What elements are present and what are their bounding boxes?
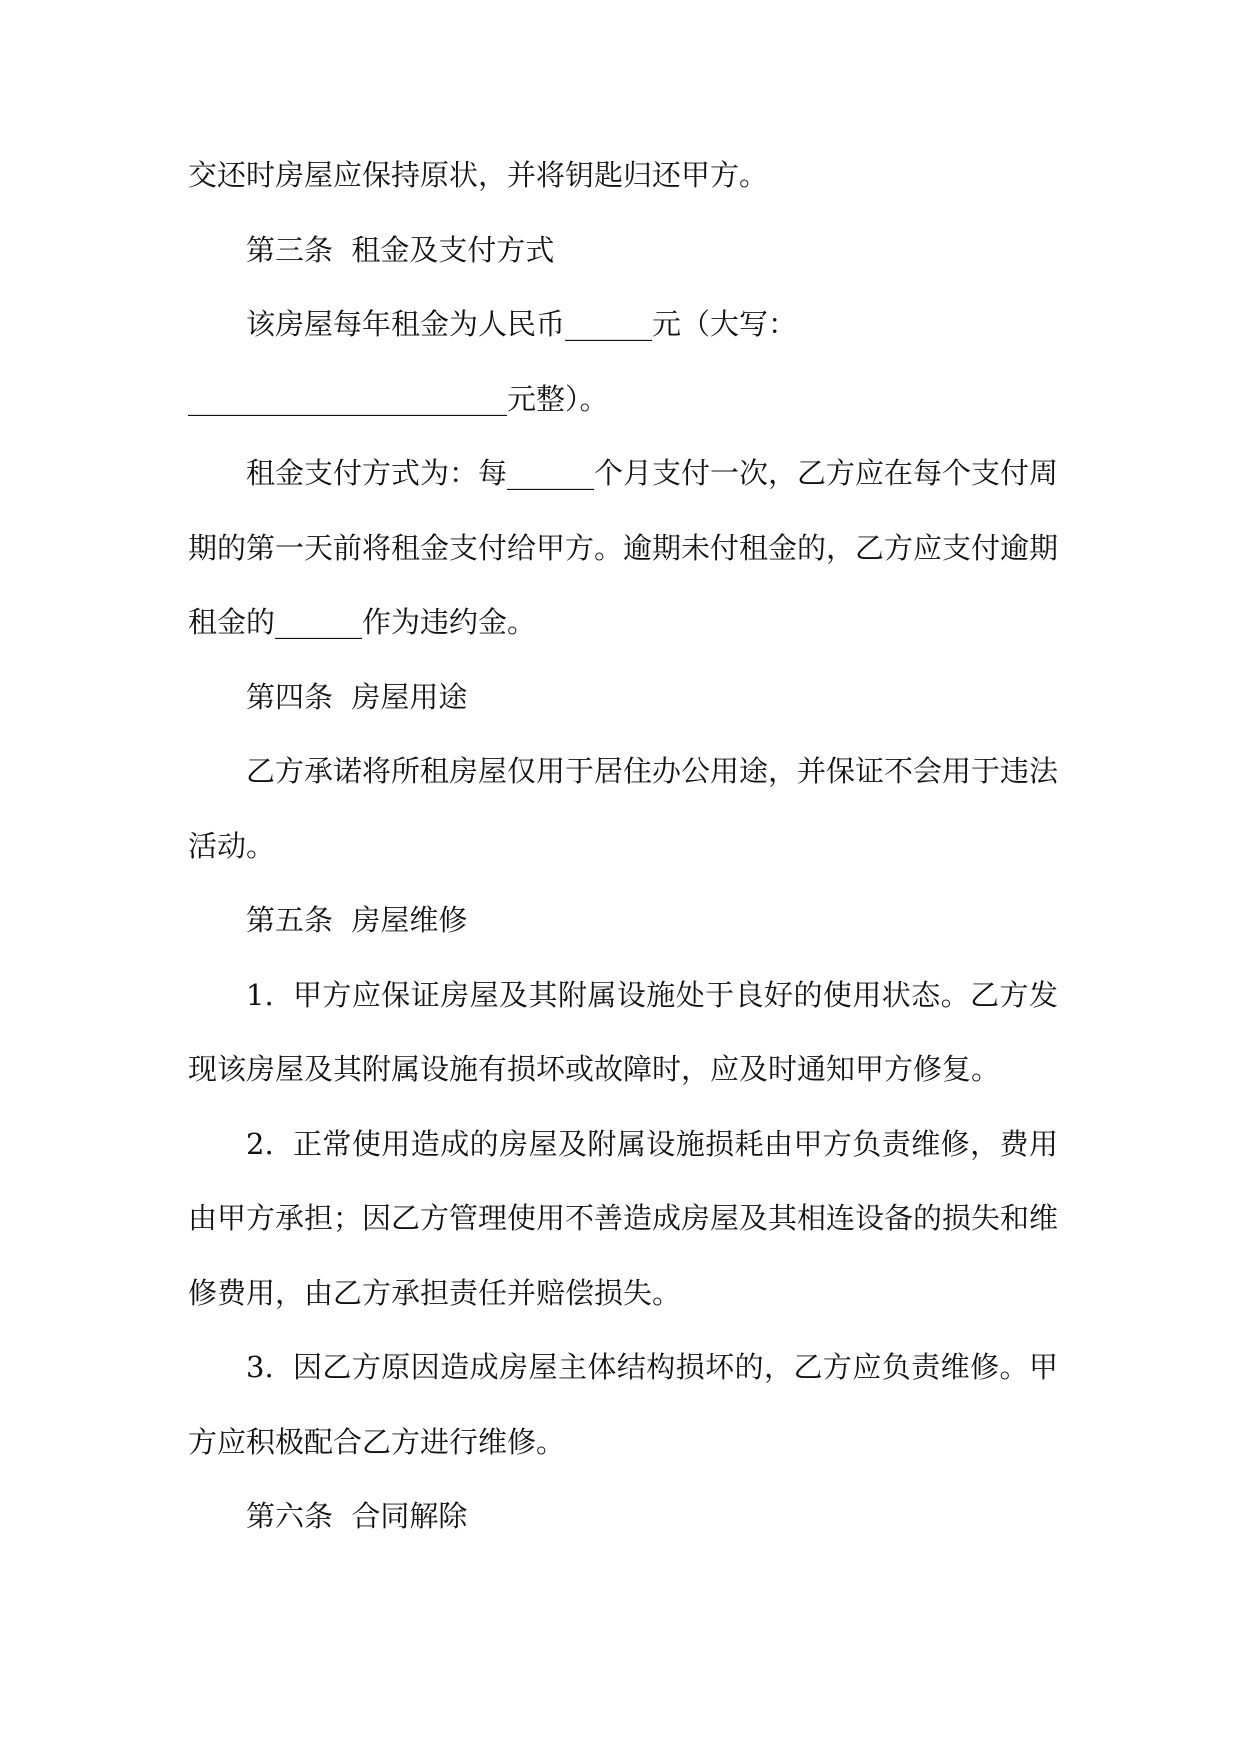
heading-article-3: 第三条 租金及支付方式 xyxy=(246,232,555,267)
paragraph-repair-item-2: 2. 正常使用造成的房屋及附属设施损耗由甲方负责维修，费用由甲方承担；因乙方管理使用不善造成房屋及其相连设备的损失和维修费用，由乙方承担责任并赔偿损失。 xyxy=(188,1126,1059,1310)
paragraph-payment-method: 租金支付方式为：每______个月支付一次，乙方应在每个支付周期的第一天前将租金支付给甲方。逾期未付租金的，乙方应支付逾期租金的______作为违约金。 xyxy=(188,456,1059,639)
heading-article-4: 第四条 房屋用途 xyxy=(246,679,468,714)
paragraph-return-house: 交还时房屋应保持原状，并将钥匙归还甲方。 xyxy=(188,158,769,192)
document-body xyxy=(188,138,1058,1554)
paragraph-repair-item-3: 3. 因乙方原因造成房屋主体结构损坏的，乙方应负责维修。甲方应积极配合乙方进行维修。 xyxy=(188,1350,1058,1459)
paragraph-rent-in-words: ______________________元整）。 xyxy=(188,381,609,416)
heading-article-6: 第六条 合同解除 xyxy=(246,1499,468,1533)
paragraph-repair-item-1: 1. 甲方应保证房屋及其附属设施处于良好的使用状态。乙方发现该房屋及其附属设施有损坏或故障时，应及时通知甲方修复。 xyxy=(188,977,1058,1086)
heading-article-5: 第五条 房屋维修 xyxy=(246,903,468,937)
paragraph-house-usage: 乙方承诺将所租房屋仅用于居住办公用途，并保证不会用于违法活动。 xyxy=(188,754,1059,863)
paragraph-annual-rent: 该房屋每年租金为人民币______元（大写： xyxy=(246,307,798,341)
